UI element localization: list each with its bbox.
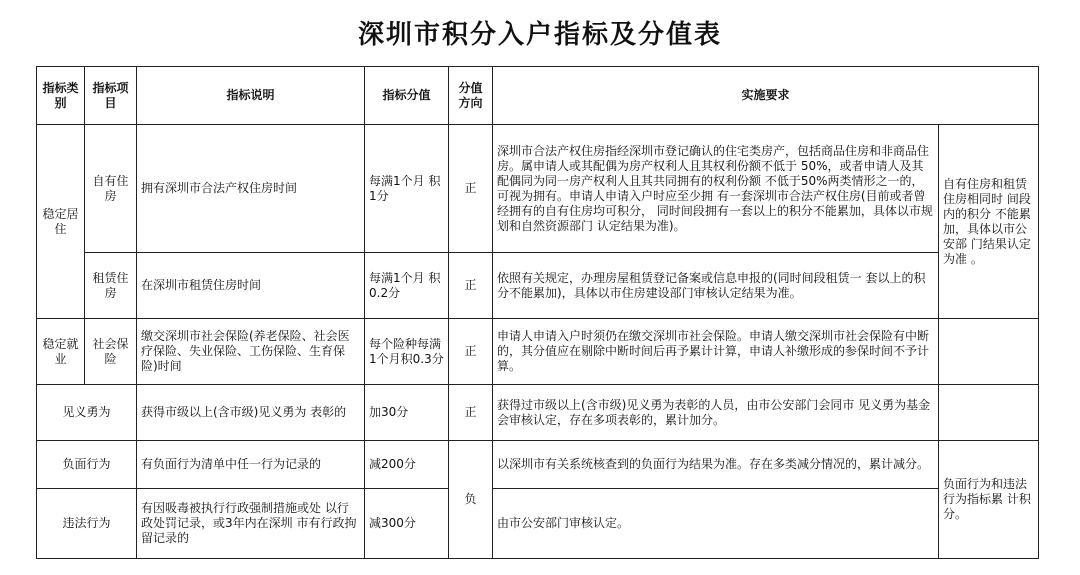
desc-owned-housing: 拥有深圳市合法产权住房时间 — [137, 125, 365, 253]
table-row — [37, 125, 1039, 253]
item-social-insurance: 社会保险 — [85, 319, 137, 385]
score-rented-housing: 每满1个月 积0.2分 — [365, 253, 449, 319]
desc-illegal: 有因吸毒被执行行政强制措施或处 以行政处罚记录，或3年内在深圳 市有行政拘留记录的 — [137, 489, 365, 559]
note-empty — [939, 385, 1039, 441]
score-owned-housing: 每满1个月 积1分 — [365, 125, 449, 253]
desc-social-insurance: 缴交深圳市社会保险(养老保险、社会医疗保险、失业保险、工伤保险、生育保险)时间 — [137, 319, 365, 385]
table-row — [37, 319, 1039, 385]
desc-negative: 有负面行为清单中任一行为记录的 — [137, 441, 365, 489]
direction-heroism: 正 — [449, 385, 493, 441]
req-social-insurance: 申请人申请入户时须仍在缴交深圳市社会保险。申请人缴交深圳市社会保险有中断的，其分值应在剔除中断时间后再予累计计算，申请人补缴形成的参保时间不予计算。 — [493, 319, 939, 385]
req-illegal: 由市公安部门审核认定。 — [493, 489, 939, 559]
score-negative: 减200分 — [365, 441, 449, 489]
desc-rented-housing: 在深圳市租赁住房时间 — [137, 253, 365, 319]
direction-social-insurance: 正 — [449, 319, 493, 385]
note-housing: 自有住房和租赁住房相同时 间段内的积分 不能累加，具体以市公安部 门结果认定为准 。 — [939, 125, 1039, 319]
req-owned-housing: 深圳市合法产权住房指经深圳市登记确认的住宅类房产，包括商品住房和非商品住房。属申请人或其配偶为房产权利人且其权利份额不低于 50%，或者申请人及其配偶同为同一房产权利人且其共同拥有的权利份额 不低于50%两类情形之一的，可视为拥有。申请人申请入户时应至少拥 有一套深圳市合法产权住房(目前或者曾经拥有的自有住房均可积分， 同时间段拥有一套以上的积分不能累加，具体以市规划和自然资源部门 认定结果为准)。 — [493, 125, 939, 253]
direction-rented-housing: 正 — [449, 253, 493, 319]
page-title: 深圳市积分入户指标及分值表 — [357, 20, 722, 50]
direction-owned-housing: 正 — [449, 125, 493, 253]
direction-negative: 负 — [449, 441, 493, 559]
category-stable-housing: 稳定居住 — [37, 125, 85, 319]
header-row — [37, 67, 1039, 125]
desc-heroism: 获得市级以上(含市级)见义勇为 表彰的 — [137, 385, 365, 441]
table-row — [37, 441, 1039, 489]
note-penalty: 负面行为和违法行为指标累 计积分。 — [939, 441, 1039, 559]
item-owned-housing: 自有住房 — [85, 125, 137, 253]
score-illegal: 减300分 — [365, 489, 449, 559]
req-heroism: 获得过市级以上(含市级)见义勇为表彰的人员，由市公安部门会同市 见义勇为基金会审核认定，存在多项表彰的，累计加分。 — [493, 385, 939, 441]
score-heroism: 加30分 — [365, 385, 449, 441]
header-requirements: 实施要求 — [493, 67, 1039, 125]
item-rented-housing: 租赁住房 — [85, 253, 137, 319]
category-stable-employment: 稳定就业 — [37, 319, 85, 385]
label-heroism: 见义勇为 — [37, 385, 137, 441]
header-category: 指标类别 — [37, 67, 85, 125]
score-social-insurance: 每个险种每满1个月积0.3分 — [365, 319, 449, 385]
req-rented-housing: 依照有关规定，办理房屋租赁登记备案或信息申报的(同时间段租赁一 套以上的积分不能累加)，具体以市住房建设部门审核认定结果为准。 — [493, 253, 939, 319]
note-empty — [939, 319, 1039, 385]
req-negative: 以深圳市有关系统核查到的负面行为结果为准。存在多类减分情况的，累计减分。 — [493, 441, 939, 489]
table-row — [37, 385, 1039, 441]
table-row — [37, 489, 1039, 559]
points-table — [36, 66, 1039, 559]
header-score: 指标分值 — [365, 67, 449, 125]
header-item: 指标项目 — [85, 67, 137, 125]
header-desc: 指标说明 — [137, 67, 365, 125]
header-direction: 分值方向 — [449, 67, 493, 125]
table-row — [37, 253, 1039, 319]
label-illegal: 违法行为 — [37, 489, 137, 559]
label-negative: 负面行为 — [37, 441, 137, 489]
